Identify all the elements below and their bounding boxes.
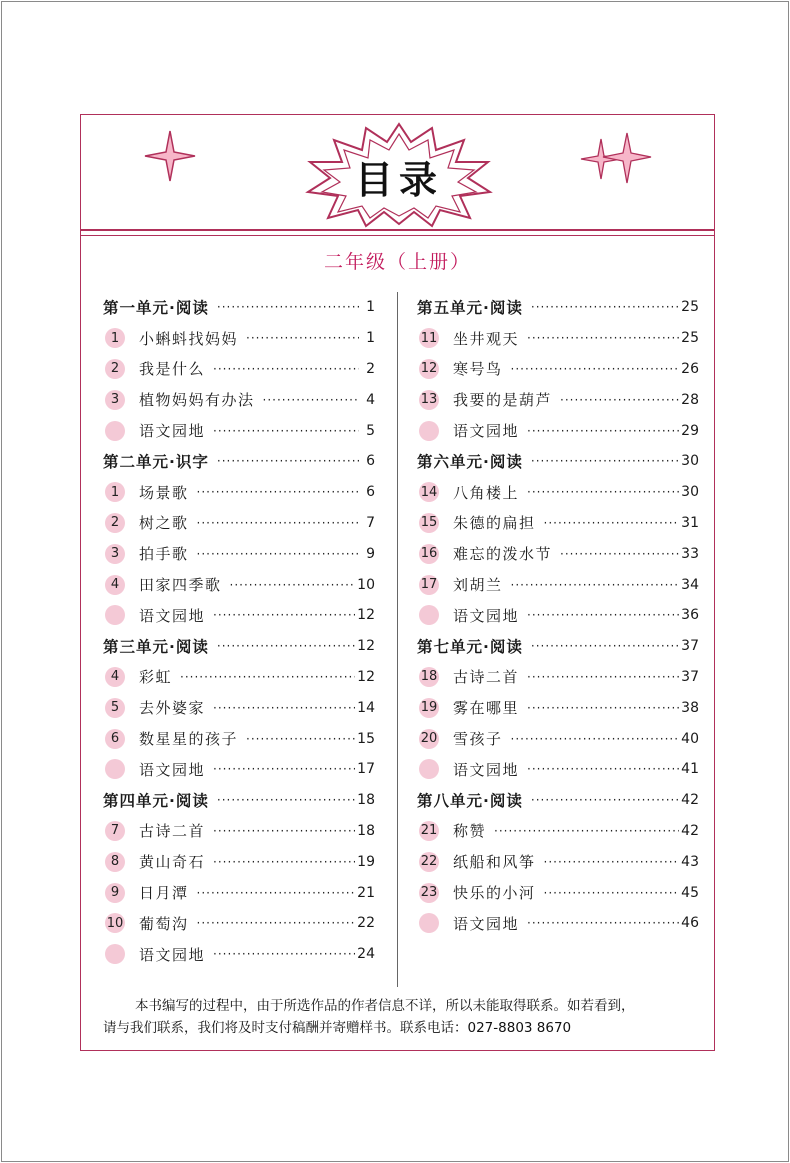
lesson-number-badge: 18 [419,667,439,687]
lesson-number-badge: 22 [419,852,439,872]
unit-title: 第五单元·阅读 [417,299,523,318]
toc-lesson-entry [103,662,375,693]
lesson-title: 难忘的泼水节 [453,545,553,564]
lesson-title: 语文园地 [139,422,206,441]
dot-leader [263,393,359,407]
dot-leader [527,916,679,930]
lesson-number-badge: 10 [105,913,125,933]
dot-leader [217,454,359,468]
dot-leader [531,300,679,314]
lesson-title: 刘胡兰 [453,576,503,595]
unit-title: 第三单元·阅读 [103,638,209,657]
lesson-title: 场景歌 [139,483,189,502]
lesson-title: 数星星的孩子 [139,730,239,749]
lesson-number-badge [419,605,439,625]
header-divider [81,229,714,231]
page-number: 14 [357,699,375,716]
page-title: 目录 [354,157,443,202]
page-number: 21 [357,884,375,901]
page-number: 34 [681,576,699,593]
lesson-number-badge: 12 [419,359,439,379]
lesson-number-badge [419,913,439,933]
lesson-title: 植物妈妈有办法 [139,391,255,410]
toc-unit-entry [417,446,699,477]
page-number: 30 [681,484,699,501]
unit-title: 第二单元·识字 [103,453,209,472]
page-number: 43 [681,853,699,870]
dot-leader [213,362,359,376]
page-number: 4 [366,391,375,408]
page-number: 46 [681,915,699,932]
page-number: 40 [681,730,699,747]
note-line-2: 请与我们联系，我们将及时支付稿酬并寄赠样书。联系电话：027-8803 8670 [103,1020,572,1036]
header-divider-thin [81,235,714,236]
dot-leader [246,732,355,746]
unit-title: 第四单元·阅读 [103,792,209,811]
lesson-title: 彩虹 [139,668,173,687]
lesson-title: 纸船和风筝 [453,853,536,872]
page-number: 6 [366,484,375,501]
dot-leader [197,886,356,900]
page-number: 1 [366,299,375,316]
toc-unit-entry [417,292,699,323]
lesson-number-badge [105,944,125,964]
toc-lesson-entry [417,415,699,446]
dot-leader [213,824,355,838]
lesson-title: 语文园地 [453,606,520,625]
page-number: 25 [681,330,699,347]
dot-leader [544,855,680,869]
page-number: 33 [681,545,699,562]
lesson-number-badge: 1 [105,482,125,502]
dot-leader [213,701,355,715]
dot-leader [527,608,679,622]
lesson-number-badge: 2 [105,513,125,533]
page-number: 37 [681,638,699,655]
toc-lesson-entry [417,908,699,939]
lesson-number-badge: 7 [105,821,125,841]
lesson-number-badge: 9 [105,883,125,903]
dot-leader [527,424,679,438]
copyright-note [103,995,703,1039]
unit-title: 第七单元·阅读 [417,638,523,657]
unit-title: 第八单元·阅读 [417,792,523,811]
dot-leader [213,762,355,776]
toc-frame [80,114,715,1051]
lesson-title: 拍手歌 [139,545,189,564]
toc-lesson-entry [417,846,699,877]
dot-leader [217,300,359,314]
lesson-title: 八角楼上 [453,483,520,502]
page-number: 42 [681,822,699,839]
lesson-title: 我要的是葫芦 [453,391,553,410]
page-number: 26 [681,360,699,377]
page-number: 29 [681,422,699,439]
lesson-title: 雾在哪里 [453,699,520,718]
page-number: 36 [681,607,699,624]
page-number: 6 [366,453,375,470]
lesson-title: 树之歌 [139,514,189,533]
dot-leader [213,424,359,438]
lesson-number-badge [419,759,439,779]
toc-lesson-entry [103,508,375,539]
lesson-number-badge: 6 [105,729,125,749]
toc-lesson-entry [103,384,375,415]
dot-leader [527,331,679,345]
column-divider [397,292,398,987]
lesson-number-badge: 8 [105,852,125,872]
page-number: 12 [357,638,375,655]
lesson-number-badge: 5 [105,698,125,718]
toc-lesson-entry [417,877,699,908]
lesson-number-badge: 4 [105,575,125,595]
dot-leader [180,670,355,684]
lesson-title: 朱德的扁担 [453,514,536,533]
page-number: 15 [357,730,375,747]
toc-lesson-entry [103,323,375,354]
lesson-title: 葡萄沟 [139,914,189,933]
page-number: 18 [357,822,375,839]
dot-leader [246,331,359,345]
toc-unit-entry [103,631,375,662]
lesson-title: 我是什么 [139,360,206,379]
toc-lesson-entry [103,908,375,939]
toc-lesson-entry [417,508,699,539]
dot-leader [560,547,679,561]
lesson-number-badge: 15 [419,513,439,533]
toc-lesson-entry [417,754,699,785]
page-number: 1 [366,330,375,347]
lesson-number-badge: 3 [105,544,125,564]
dot-leader [230,578,356,592]
lesson-number-badge: 16 [419,544,439,564]
lesson-number-badge: 13 [419,390,439,410]
toc-lesson-entry [417,600,699,631]
lesson-title: 小蝌蚪找妈妈 [139,329,239,348]
dot-leader [217,793,355,807]
lesson-title: 语文园地 [453,914,520,933]
lesson-number-badge [105,605,125,625]
toc-lesson-entry [417,816,699,847]
dot-leader [197,916,356,930]
lesson-title: 语文园地 [453,760,520,779]
dot-leader [217,639,355,653]
toc-lesson-entry [103,723,375,754]
dot-leader [527,701,679,715]
lesson-title: 快乐的小河 [453,884,536,903]
lesson-number-badge: 1 [105,328,125,348]
lesson-number-badge: 19 [419,698,439,718]
page-number: 10 [357,576,375,593]
lesson-number-badge: 2 [105,359,125,379]
toc-lesson-entry [417,569,699,600]
lesson-title: 田家四季歌 [139,576,222,595]
lesson-title: 去外婆家 [139,699,206,718]
toc-unit-entry [417,631,699,662]
toc-lesson-entry [417,354,699,385]
lesson-number-badge: 3 [105,390,125,410]
lesson-number-badge [105,759,125,779]
page-number: 24 [357,946,375,963]
toc-lesson-entry [103,477,375,508]
page-number: 2 [366,360,375,377]
note-line-1: 本书编写的过程中，由于所选作品的作者信息不详，所以未能取得联系。如若看到， [135,998,635,1014]
toc-lesson-entry [103,754,375,785]
toc-lesson-entry [103,846,375,877]
toc-lesson-entry [417,384,699,415]
page-number: 5 [366,422,375,439]
lesson-title: 古诗二首 [453,668,520,687]
lesson-title: 语文园地 [139,606,206,625]
page-number: 9 [366,545,375,562]
toc-lesson-entry [103,816,375,847]
lesson-number-badge [419,421,439,441]
toc-left-column [103,292,375,970]
page-number: 41 [681,761,699,778]
dot-leader [197,516,359,530]
lesson-title: 语文园地 [453,422,520,441]
dot-leader [494,824,679,838]
toc-lesson-entry [417,323,699,354]
page-number: 37 [681,668,699,685]
dot-leader [531,454,679,468]
page-number: 42 [681,792,699,809]
page-number: 19 [357,853,375,870]
dot-leader [213,947,355,961]
dot-leader [213,855,355,869]
lesson-title: 古诗二首 [139,822,206,841]
toc-right-column [417,292,699,939]
lesson-title: 语文园地 [139,945,206,964]
page-number: 7 [366,514,375,531]
dot-leader [511,578,680,592]
page-number: 22 [357,915,375,932]
toc-lesson-entry [417,538,699,569]
lesson-title: 雪孩子 [453,730,503,749]
lesson-title: 语文园地 [139,760,206,779]
toc-lesson-entry [103,877,375,908]
toc-lesson-entry [103,939,375,970]
dot-leader [197,547,359,561]
toc-lesson-entry [417,723,699,754]
dot-leader [531,639,679,653]
toc-unit-entry [103,785,375,816]
page-number: 45 [681,884,699,901]
lesson-number-badge: 14 [419,482,439,502]
toc-lesson-entry [103,600,375,631]
dot-leader [527,762,679,776]
lesson-number-badge: 23 [419,883,439,903]
dot-leader [560,393,679,407]
page-number: 18 [357,792,375,809]
toc-lesson-entry [103,692,375,723]
toc-unit-entry [103,446,375,477]
header-band [81,115,714,227]
dot-leader [511,362,680,376]
grade-heading: 二年级（上册） [323,251,471,273]
dot-leader [531,793,679,807]
page-number: 17 [357,761,375,778]
lesson-number-badge [105,421,125,441]
unit-title: 第一单元·阅读 [103,299,209,318]
toc-lesson-entry [103,538,375,569]
lesson-title: 坐井观天 [453,329,520,348]
page-number: 31 [681,514,699,531]
page-number: 30 [681,453,699,470]
lesson-number-badge: 20 [419,729,439,749]
toc-lesson-entry [103,354,375,385]
lesson-title: 称赞 [453,822,487,841]
page-number: 12 [357,607,375,624]
toc-lesson-entry [103,569,375,600]
page-number: 25 [681,299,699,316]
toc-unit-entry [103,292,375,323]
unit-title: 第六单元·阅读 [417,453,523,472]
dot-leader [197,485,359,499]
toc-unit-entry [417,785,699,816]
lesson-title: 黄山奇石 [139,853,206,872]
dot-leader [544,516,680,530]
dot-leader [511,732,680,746]
lesson-number-badge: 17 [419,575,439,595]
page-number: 28 [681,391,699,408]
lesson-number-badge: 4 [105,667,125,687]
lesson-number-badge: 21 [419,821,439,841]
dot-leader [544,886,680,900]
dot-leader [213,608,355,622]
toc-lesson-entry [417,692,699,723]
lesson-title: 寒号鸟 [453,360,503,379]
lesson-number-badge: 11 [419,328,439,348]
lesson-title: 日月潭 [139,884,189,903]
page-number: 12 [357,668,375,685]
page-number: 38 [681,699,699,716]
dot-leader [527,670,679,684]
toc-lesson-entry [417,477,699,508]
dot-leader [527,485,679,499]
toc-lesson-entry [417,662,699,693]
toc-lesson-entry [103,415,375,446]
